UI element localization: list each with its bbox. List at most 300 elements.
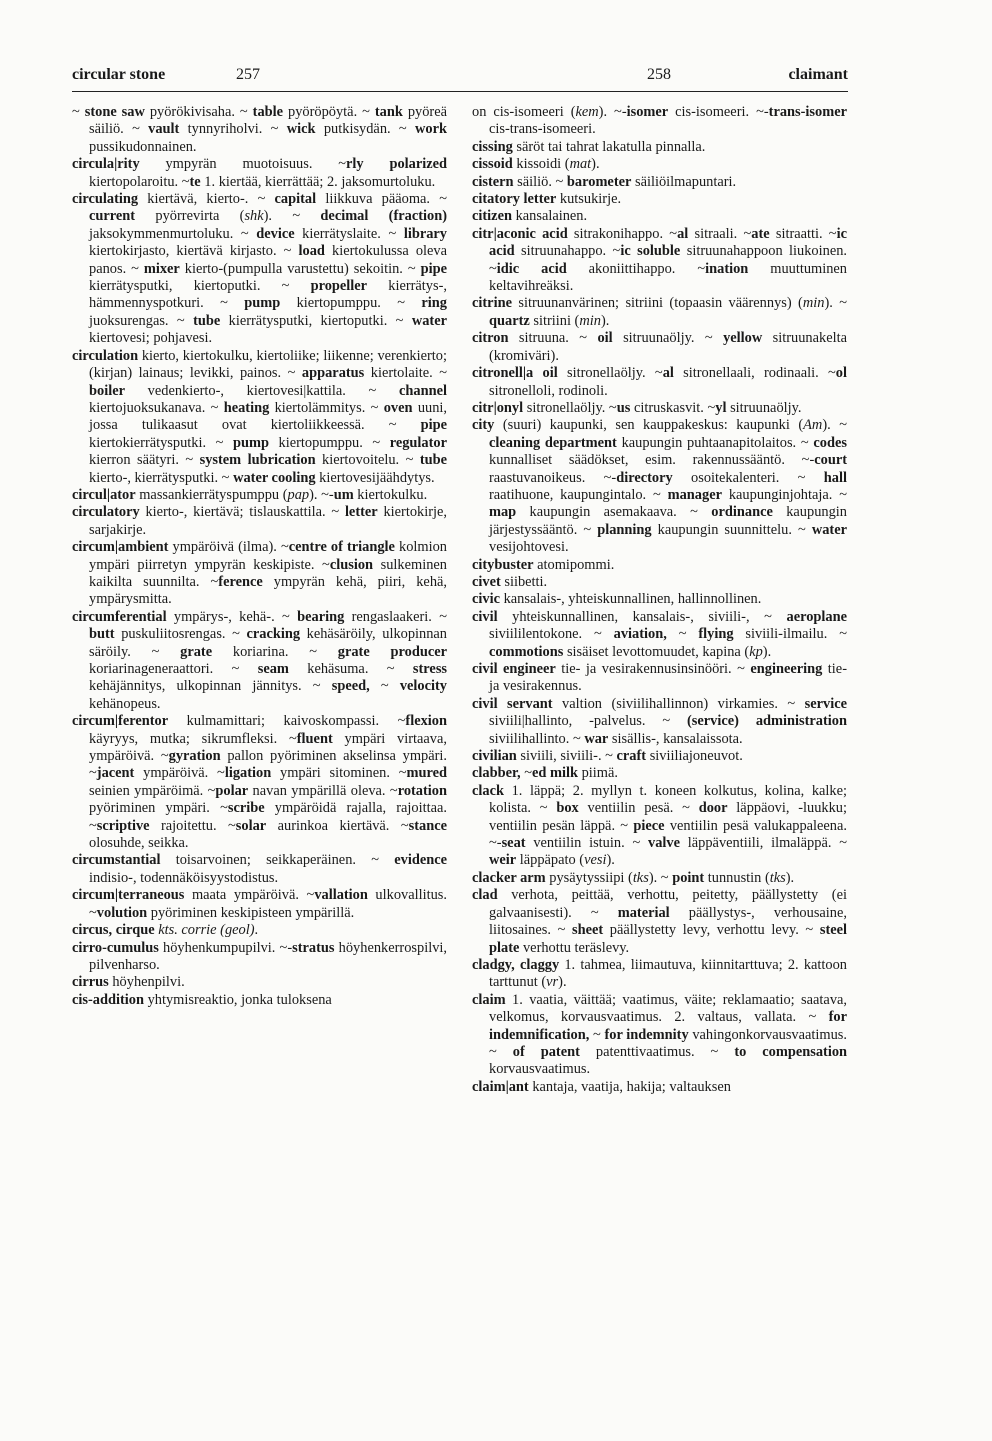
headword: volution	[96, 904, 148, 921]
definition-text: sitruunakelta (kromiväri).	[489, 330, 847, 364]
definition-text: kierrätysputki, kiertoputki. ~	[89, 278, 311, 295]
headword: valve	[648, 835, 680, 852]
dictionary-entry	[472, 139, 847, 156]
headword: rly polarized	[346, 156, 447, 173]
headword: seam	[257, 661, 289, 677]
headword: circul|ator	[72, 486, 136, 503]
headword: circum|terraneous	[72, 887, 185, 904]
headword: stress	[412, 661, 448, 677]
headword: decimal (fraction)	[320, 208, 448, 225]
headword: circulating	[72, 191, 139, 208]
definition-text: sisäiset levottomuudet, kapina (	[563, 643, 750, 660]
definition-text: siviilihallinto. ~	[489, 730, 585, 747]
headword: isomer	[626, 104, 669, 120]
headword: circumstantial	[72, 852, 161, 869]
headword: te	[189, 173, 201, 190]
definition-text: ). ~	[263, 208, 321, 225]
headword: bearing	[297, 608, 345, 625]
headword: centre of triangle	[288, 539, 395, 556]
page-header	[72, 66, 848, 92]
dictionary-entry	[472, 992, 847, 1079]
dictionary-entry	[72, 487, 447, 504]
field-abbreviation: tks	[632, 869, 649, 886]
definition-text: käyryys, mutka; sikrumfleksi. ~	[89, 730, 297, 747]
left-page-number: 257	[236, 66, 260, 83]
definition-text: siviili|hallinto, -palvelus. ~	[489, 713, 688, 730]
definition-text: siviililentokone. ~	[489, 626, 614, 643]
headword: steel plate	[489, 922, 848, 956]
definition-text: kierto, kiertokulku, kiertoliike; liikenne; verenkierto; (kirjan) lainaus; levikki, painos. ~	[89, 347, 447, 382]
definition-text: kiertokulussa oleva panos. ~	[89, 243, 447, 277]
headword: clusion	[329, 556, 374, 573]
definition-text: uuni, jossa tulikaasut ovat kiertoliikkeessä. ~	[89, 399, 448, 434]
definition-text: pyörrevirta (	[135, 208, 245, 225]
definition-text: läppäpato (	[516, 852, 585, 869]
definition-text: sitruunahappo. ~	[514, 243, 621, 260]
definition-text: ympäri virtaava, ympäröivä. ~	[89, 730, 447, 765]
headword: ic soluble	[620, 243, 681, 260]
definition-text: pussikudonnainen.	[89, 138, 197, 155]
definition-text: sisällis-, kansalaissota.	[608, 730, 743, 747]
definition-text: ).	[762, 643, 772, 660]
definition-text: ). ~-	[598, 104, 627, 120]
definition-text: aurinkoa kiertävä. ~	[266, 817, 409, 834]
dictionary-entry	[472, 591, 847, 608]
dictionary-entry	[472, 870, 847, 887]
headword: civilian	[472, 748, 517, 765]
dictionary-entry	[72, 104, 447, 156]
definition-text: tie- ja vesirakennusinsinööri. ~	[555, 661, 751, 677]
headword: ination	[705, 260, 749, 277]
definition-text: tynnyriholvi. ~	[179, 121, 287, 138]
definition-text: 1. vaatia, väittää; vaatimus, väite; reklamaatio; saatava, velkomus, korvausvaatimus. 2. valtaus, vallata. ~	[489, 991, 847, 1026]
field-abbreviation: kts. corrie (geol)	[158, 922, 255, 939]
dictionary-entry	[472, 748, 847, 765]
definition-text: siviiliajoneuvot.	[646, 748, 743, 765]
headword: engineering	[750, 661, 823, 677]
headword: clack	[472, 782, 504, 799]
definition-text: kiertovoitelu. ~	[315, 452, 420, 469]
headword: grate	[180, 643, 213, 660]
definition-text: tunnustin (	[704, 869, 770, 886]
headword: map	[489, 504, 517, 521]
headword: al	[662, 365, 674, 382]
definition-text: korvausvaatimus.	[489, 1061, 591, 1078]
dictionary-entry	[472, 365, 847, 400]
headword: wick	[286, 121, 316, 138]
header-rule	[72, 91, 848, 92]
headword: ordinance	[711, 504, 773, 521]
definition-text: sitruunaöljy.	[726, 399, 802, 416]
definition-text: kiertokierrätysputki. ~	[89, 434, 233, 451]
headword: door	[698, 800, 728, 817]
dictionary-entry	[472, 957, 847, 992]
definition-text: kierron säätyri. ~	[89, 452, 200, 469]
definition-text: valtion (siviilihallinnon) virkamies. ~	[552, 695, 805, 712]
definition-text: sitronellaali, rodinaali. ~	[673, 365, 836, 382]
definition-text: cis-isomeeri. ~-	[668, 104, 769, 120]
headword: clabber,	[472, 765, 521, 782]
definition-text: pallon pyöriminen akselinsa ympäri. ~	[89, 748, 447, 782]
headword: trans-isomer	[768, 104, 847, 120]
definition-text: patenttivaatimus. ~	[579, 1043, 735, 1060]
definition-text: päällystys-, verhousaine, liitosaines. ~	[489, 904, 847, 939]
headword: aeroplane	[786, 608, 847, 625]
definition-text: akoniittihappo. ~	[566, 260, 706, 277]
definition-text: kiertokirjasto, kiertävä kirjasto. ~	[89, 243, 299, 260]
dictionary-entry	[472, 1079, 847, 1096]
headword: tank	[374, 104, 403, 120]
headword: yellow	[723, 330, 763, 347]
definition-text: sitraali. ~	[688, 225, 752, 242]
definition-text: pyörökivisaha. ~	[144, 104, 253, 120]
definition-text: putkisydän. ~	[315, 121, 415, 138]
definition-text: ~	[589, 1026, 605, 1043]
headword: letter	[344, 504, 378, 521]
headword: cirro-cumulus	[72, 939, 159, 956]
definition-text: ~	[666, 626, 699, 643]
dictionary-entry	[472, 887, 847, 957]
headword: cracking	[246, 626, 301, 643]
definition-text: piimä.	[578, 765, 618, 782]
headword: load	[298, 243, 325, 260]
dictionary-entry	[472, 156, 847, 173]
headword: clacker arm	[472, 869, 546, 886]
definition-text: kansalais-, yhteiskunnallinen, hallinnollinen.	[499, 591, 762, 608]
field-abbreviation: min	[579, 312, 601, 329]
headword: boiler	[89, 382, 125, 399]
headword: current	[89, 208, 136, 225]
headword: sheet	[571, 922, 604, 939]
headword: point	[672, 869, 705, 886]
headword: polar	[215, 782, 249, 799]
headword: civil	[472, 608, 498, 625]
definition-text: ~	[520, 765, 533, 782]
definition-text: vesijohtovesi.	[489, 539, 569, 556]
definition-text: muuttuminen keltavihreäksi.	[489, 260, 847, 295]
headword: mured	[406, 765, 447, 782]
definition-text: .	[254, 922, 259, 939]
definition-text: ventiilin pesä valukappaleena. ~-	[489, 817, 847, 852]
field-abbreviation: Am	[803, 417, 823, 434]
definition-text: ).	[606, 852, 615, 869]
definition-text: kehäsuma. ~	[288, 661, 413, 677]
definition-text: koriarinageneraattori. ~	[89, 661, 258, 677]
headword: stance	[408, 817, 447, 834]
definition-text: toisarvoinen; seikkaperäinen. ~	[160, 852, 395, 869]
definition-text: kutsukirje.	[556, 191, 622, 208]
definition-text: ympärys-, kehä-. ~	[166, 608, 298, 625]
headword: pump	[232, 434, 269, 451]
headword: citatory letter	[472, 191, 557, 208]
headword: ic acid	[489, 225, 847, 260]
definition-text: kaupunginjohtaja. ~	[721, 486, 847, 503]
definition-text: ulkovallitus. ~	[89, 887, 447, 921]
dictionary-entry	[472, 191, 847, 208]
definition-text: 1. tahmea, liimautuva, kiinnitarttuva; 2. kattoon tarttunut (	[489, 956, 847, 991]
field-abbreviation: pap	[287, 486, 310, 503]
dictionary-entry	[472, 295, 847, 330]
headword: evidence	[394, 852, 447, 869]
definition-text: pyöröpöytä. ~	[283, 104, 375, 120]
definition-text: kolmion ympäri piirretyn ympyrän keskipiste. ~	[89, 539, 447, 573]
headword: planning	[597, 521, 652, 538]
headword: vallation	[314, 887, 368, 904]
definition-text: ympyrän kehä, piiri, kehä, ympärysmitta.	[89, 573, 448, 608]
headword: pump	[244, 295, 281, 312]
headword: ol	[835, 365, 847, 382]
definition-text: kulmamittari; kaivoskompassi. ~	[168, 713, 406, 730]
right-page-number: 258	[647, 66, 671, 83]
dictionary-entry	[72, 974, 447, 991]
definition-text: säiliöilmapuntari.	[631, 173, 737, 190]
dictionary-entry	[72, 504, 447, 539]
definition-text: juoksurengas. ~	[89, 312, 194, 329]
definition-text: atomipommi.	[533, 556, 615, 573]
dictionary-entry	[72, 191, 447, 348]
headword: cleaning department	[489, 434, 617, 451]
headword: claim|ant	[472, 1078, 529, 1095]
headword: water cooling	[233, 469, 316, 486]
headword: weir	[489, 852, 517, 869]
field-abbreviation: vr	[546, 974, 559, 991]
definition-text: päällystetty levy, verhottu levy. ~	[603, 922, 820, 939]
left-running-head: circular stone	[72, 66, 166, 83]
left-column	[72, 104, 447, 1009]
definition-text: pysäytyssiipi (	[545, 869, 633, 886]
headword: solar	[235, 817, 267, 834]
headword: water	[411, 312, 447, 329]
dictionary-entry	[72, 713, 447, 852]
field-abbreviation: vesi	[584, 852, 607, 869]
headword: scriptive	[96, 817, 150, 834]
definition-text: kiertovesi; pohjavesi.	[89, 330, 213, 347]
definition-text: höyhenpilvi.	[108, 974, 185, 991]
headword: cis-addition	[72, 991, 144, 1008]
definition-text: höyhenkerrospilvi, pilvenharso.	[89, 939, 447, 973]
headword: flying	[698, 626, 734, 643]
definition-text: ympyrän muotoisuus. ~	[139, 156, 347, 173]
definition-text: massankierrätyspumppu (	[135, 486, 288, 503]
definition-text: ventiilin istuin. ~	[525, 835, 649, 852]
headword: us	[616, 399, 631, 416]
definition-text: siviili, siviili-. ~	[516, 748, 617, 765]
definition-text: ). ~-	[309, 486, 334, 503]
definition-text: kunnalliset säädökset, esim. rakennussääntö. ~-	[489, 452, 815, 469]
definition-text: navan ympärillä oleva. ~	[248, 782, 398, 799]
definition-text: vedenkierto-, kiertovesi|kattila. ~	[124, 382, 400, 399]
definition-text: raatihuone, kaupungintalo. ~	[489, 486, 668, 503]
definition-text: tie- ja vesirakennus.	[489, 661, 847, 695]
headword: citron	[472, 330, 509, 347]
headword: cirrus	[72, 974, 109, 991]
definition-text: sitruuna. ~	[508, 330, 598, 347]
definition-text: jaksokymmenmurtoluku. ~	[89, 225, 257, 242]
headword: water	[811, 521, 847, 538]
definition-text: kierto-(pumpulla varustettu) sekoitin. ~	[179, 260, 421, 277]
headword: barometer	[566, 173, 632, 190]
definition-text: verhottu teräslevy.	[519, 939, 630, 956]
dictionary-entry	[72, 992, 447, 1009]
headword: gyration	[168, 748, 221, 765]
definition-text: ventiilin pesä. ~	[578, 800, 699, 817]
headword: oven	[383, 399, 413, 416]
headword: scribe	[227, 800, 265, 817]
headword: citizen	[472, 208, 512, 225]
headword: system lubrication	[199, 452, 316, 469]
definition-text: yhteiskunnallinen, kansalais-, siviili-, ~	[497, 608, 787, 625]
definition-text: sitronelloli, rodinoli.	[489, 382, 608, 399]
definition-text: kehäsäröily, ulkopinnan säröily. ~	[89, 626, 447, 660]
definition-text: kaupungin suunnittelu. ~	[651, 521, 812, 538]
definition-text: ~	[72, 104, 85, 120]
definition-text: ympäröidä rajalla, rajoittaa. ~	[89, 800, 447, 834]
definition-text: kiertävä, kierto-. ~	[138, 191, 275, 208]
definition-text: kiertopolaroitu. ~	[89, 173, 190, 190]
headword: butt	[89, 626, 115, 643]
definition-text: (suuri) kaupunki, sen kauppakeskus: kaupunki (	[494, 417, 804, 434]
headword: apparatus	[301, 365, 365, 382]
right-column	[472, 104, 847, 1096]
headword: codes	[813, 434, 847, 451]
definition-text: ). ~	[648, 869, 673, 886]
definition-text: kiertojuoksukanava. ~	[89, 399, 224, 416]
headword: ate	[751, 225, 770, 242]
headword: clad	[472, 887, 498, 904]
definition-text: ). ~	[824, 295, 847, 312]
headword: aviation,	[613, 626, 667, 643]
headword: piece	[633, 817, 665, 834]
definition-text: kissoidi (	[512, 156, 570, 173]
definition-text: kaupungin asemakaava. ~	[516, 504, 712, 521]
definition-text: ympäri sitominen. ~	[271, 765, 407, 782]
dictionary-entry	[472, 557, 847, 574]
headword: for indemnification,	[489, 1009, 847, 1043]
headword: city	[472, 417, 495, 434]
dictionary-entry	[472, 661, 847, 696]
definition-text: pyöriminen keskipisteen ympärillä.	[147, 904, 355, 921]
headword: tube	[193, 312, 221, 329]
definition-text: ).	[591, 156, 600, 173]
dictionary-entry	[472, 417, 847, 556]
headword: circum|ferentor	[72, 713, 169, 730]
headword: seat	[501, 835, 526, 852]
headword: citr|aconic acid	[472, 225, 568, 242]
headword: circus, cirque	[72, 922, 155, 939]
headword: citybuster	[472, 556, 534, 573]
definition-text: vahingonkorvausvaatimus. ~	[489, 1026, 847, 1060]
definition-text: kierrätysputki, kiertoputki. ~	[220, 312, 412, 329]
definition-text: koriarina. ~	[212, 643, 338, 660]
definition-text: höyhenkumpupilvi. ~-	[158, 939, 293, 956]
field-abbreviation: tks	[769, 869, 786, 886]
dictionary-entry	[472, 765, 847, 782]
headword: commotions	[489, 643, 564, 660]
definition-text: pyöreä säiliö. ~	[89, 104, 447, 138]
headword: cissoid	[472, 156, 513, 173]
headword: cladgy, claggy	[472, 956, 560, 973]
headword: circulatory	[72, 504, 140, 521]
definition-text: kehäjännitys, ulkopinnan jännitys. ~	[89, 678, 332, 695]
definition-text: kiertopumppu. ~	[280, 295, 422, 312]
headword: cistern	[472, 173, 514, 190]
field-abbreviation: mat	[569, 156, 592, 173]
headword: rotation	[397, 782, 447, 799]
definition-text: osoitekalenteri. ~	[672, 469, 824, 486]
headword: velocity	[399, 678, 447, 695]
headword: civet	[472, 573, 501, 590]
headword: of patent	[512, 1043, 580, 1060]
definition-text: kierrätyslaite. ~	[294, 225, 404, 242]
definition-text: säröt tai tahrat lakatulla pinnalla.	[512, 138, 706, 155]
definition-text: kansalainen.	[511, 208, 588, 225]
headword: library	[403, 225, 447, 242]
headword: channel	[399, 382, 447, 399]
dictionary-entry	[472, 574, 847, 591]
dictionary-entry	[472, 696, 847, 748]
headword: to compensation	[734, 1043, 848, 1060]
definition-text: sitruunahappoon liukoinen. ~	[489, 243, 848, 277]
dictionary-entry	[472, 104, 847, 139]
definition-text: rajoitettu. ~	[149, 817, 236, 834]
definition-text: kaupungin puhtaanapitolaitos. ~	[616, 434, 814, 451]
dictionary-entry	[72, 940, 447, 975]
dictionary-entry	[72, 852, 447, 887]
dictionary-entry	[72, 539, 447, 609]
definition-text: sitrakonihappo. ~	[567, 225, 678, 242]
headword: circulation	[72, 347, 139, 364]
definition-text: kierto-, kierrätysputki. ~	[89, 469, 234, 486]
definition-text: cis-trans-isomeeri.	[489, 121, 596, 138]
definition-text: maata ympäröivä. ~	[184, 887, 315, 904]
headword: ring	[421, 295, 447, 312]
definition-text: 1. läppä; 2. myllyn t. koneen kolkutus, kolina, kalke; kolista. ~	[489, 782, 847, 817]
headword: al	[677, 225, 689, 242]
headword: work	[415, 121, 447, 138]
dictionary-entry	[472, 174, 847, 191]
headword: court	[814, 452, 847, 469]
headword: citrine	[472, 295, 512, 312]
definition-text: rengaslaakeri. ~	[344, 608, 447, 625]
definition-text: kaupungin järjestyssääntö. ~	[489, 504, 847, 538]
dictionary-entry	[472, 226, 847, 296]
headword: um	[333, 486, 354, 503]
dictionary-entry	[72, 922, 447, 939]
definition-text: kierto-, kiertävä; tislauskattila. ~	[139, 504, 345, 521]
headword: vault	[148, 121, 180, 138]
dictionary-entry	[72, 156, 447, 191]
headword: regulator	[389, 434, 448, 451]
headword: service	[804, 695, 847, 712]
headword: quartz	[489, 312, 530, 329]
headword: civil servant	[472, 695, 553, 712]
headword: material	[617, 904, 670, 921]
definition-text: sitronellaöljy. ~	[557, 365, 663, 382]
definition-text: ~	[369, 678, 400, 695]
headword: table	[252, 104, 284, 120]
headword: citronell|a oil	[472, 365, 558, 382]
dictionary-entry	[472, 400, 847, 417]
definition-text: kierrätys-, hämmennyspotkuri. ~	[89, 278, 447, 312]
field-abbreviation: shk	[244, 208, 264, 225]
definition-text: raastuvanoikeus. ~-	[489, 469, 617, 486]
headword: ligation	[224, 765, 272, 782]
definition-text: kehänopeus.	[89, 695, 161, 712]
definition-text: sitruunanvärinen; sitriini (topaasin väärennys) (	[511, 295, 803, 312]
definition-text: kiertovesijäähdytys.	[315, 469, 435, 486]
definition-text: ). ~	[822, 417, 847, 434]
dictionary-entry	[472, 330, 847, 365]
